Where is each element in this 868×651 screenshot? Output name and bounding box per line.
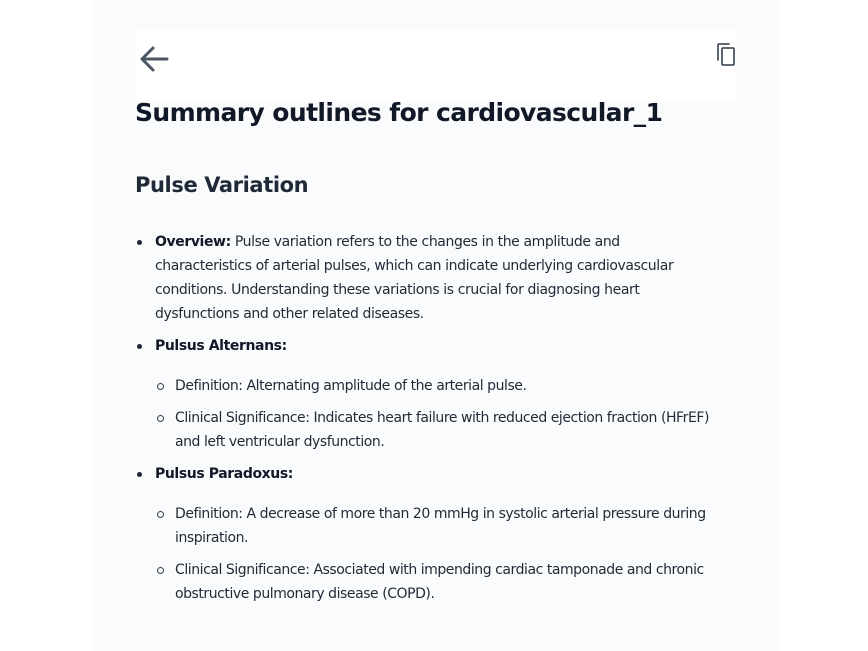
sub-list-item: Definition: A decrease of more than 20 mmHg in systolic arterial pressure during inspiration.: [155, 502, 715, 550]
sub-list-item: Definition: Alternating amplitude of the arterial pulse.: [155, 374, 715, 398]
list-item: [135, 462, 715, 606]
page-title: Summary outlines for cardiovascular_1: [135, 98, 663, 127]
copy-button[interactable]: [713, 42, 739, 68]
outline-list: [135, 230, 715, 606]
item-label: Overview:: [155, 234, 231, 250]
arrow-left-icon: [138, 45, 170, 73]
summary-content: [135, 94, 715, 614]
list-item: [135, 334, 715, 454]
back-button[interactable]: [137, 43, 171, 75]
sub-list: [155, 374, 715, 454]
copy-icon: [714, 42, 738, 68]
list-item: [135, 230, 715, 326]
sub-list-item: Clinical Significance: Indicates heart failure with reduced ejection fraction (HFrEF) and left ventricular dysfunction.: [155, 406, 715, 454]
sub-list: [155, 502, 715, 606]
item-label: Pulsus Paradoxus:: [155, 466, 293, 482]
toolbar: [135, 30, 737, 102]
sub-list-item: Clinical Significance: Associated with impending cardiac tamponade and chronic obstructive pulmonary disease (COPD).: [155, 558, 715, 606]
item-text: Pulse variation refers to the changes in the amplitude and characteristics of arterial pulses, which can indicate underlying cardiovascular conditions. Understanding these variations is crucial for diagnosing heart dysfunctions and other related diseases.: [155, 234, 674, 322]
section-title: Pulse Variation: [135, 173, 309, 197]
item-label: Pulsus Alternans:: [155, 338, 287, 354]
